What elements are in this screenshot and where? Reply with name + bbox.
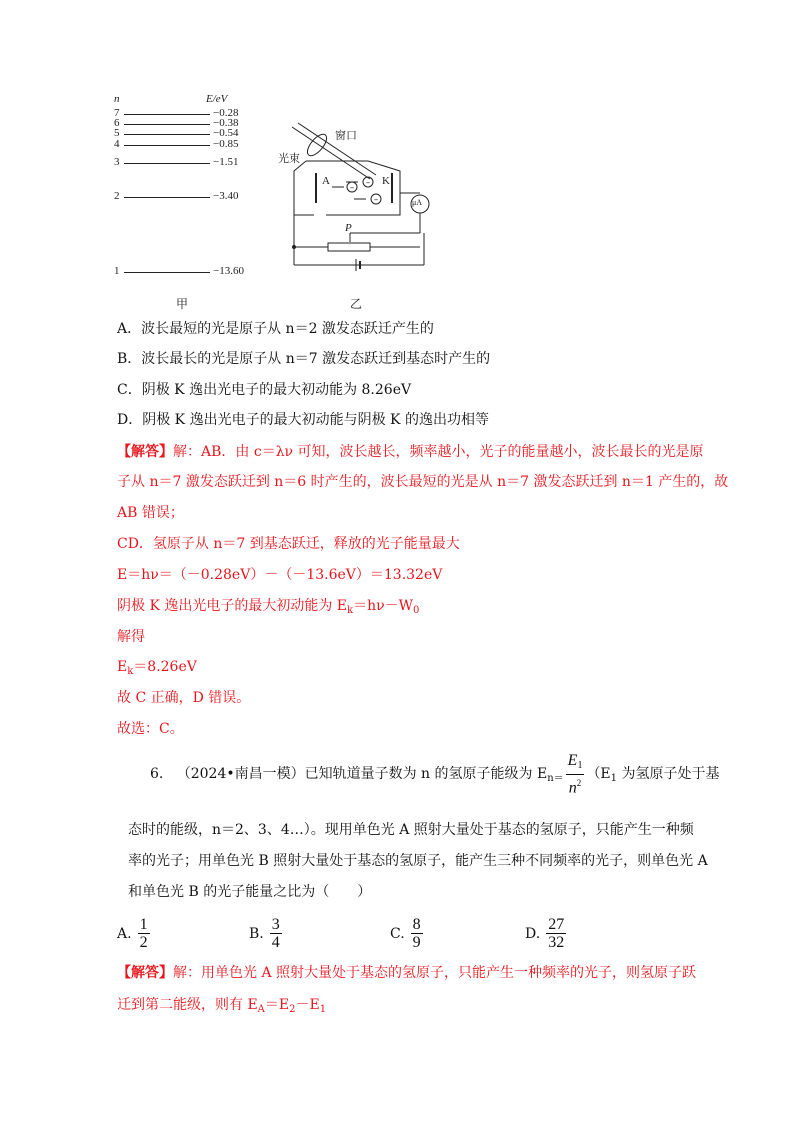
q5-ek-mid: ＝hν－W bbox=[353, 598, 414, 614]
electron-symbol-3: − bbox=[373, 196, 379, 204]
n-header: n bbox=[114, 93, 120, 105]
e-header: E/eV bbox=[206, 93, 228, 105]
q6-option-b bbox=[249, 916, 284, 951]
electron-symbol-1: − bbox=[365, 179, 371, 187]
q6-stem-2sub: 1 bbox=[610, 773, 618, 785]
q6-option-c bbox=[390, 916, 425, 951]
q6-answer-text-1: 解：用单色光 A 照射大量处于基态的氢原子，只能产生一种频率的光子，则氢原子跃 bbox=[173, 965, 697, 981]
level-n-2: 2 bbox=[114, 190, 120, 202]
q6-number: 6. bbox=[150, 766, 164, 783]
q6-frac-num-sub: 1 bbox=[577, 760, 583, 771]
figure-caption-yi: 乙 bbox=[350, 297, 363, 311]
q5-ek2-sub: k bbox=[127, 666, 134, 677]
q6-stem-eq: ＝ bbox=[553, 773, 564, 785]
phototube-left-wall bbox=[294, 161, 314, 215]
cathode-label: K bbox=[382, 175, 390, 187]
q6-stem-line-1 bbox=[150, 752, 720, 797]
phototube-right-wall bbox=[326, 161, 400, 215]
anode-label: A bbox=[322, 175, 330, 187]
q6-stem-text-1: （2024•南昌一模）已知轨道量子数为 n 的氢原子能级为 E bbox=[176, 766, 548, 783]
q6-option-b-den: 4 bbox=[271, 934, 280, 951]
q5-answer-line-4: CD．氢原子从 n＝7 到基态跃迁，释放的光子能量最大 bbox=[117, 536, 460, 552]
q6-answer-mid2: －E bbox=[295, 997, 320, 1013]
level-n-6: 6 bbox=[114, 117, 120, 129]
electron-symbol-2: − bbox=[349, 184, 355, 192]
q6-option-d-num: 27 bbox=[548, 916, 565, 933]
window-label: 窗口 bbox=[335, 130, 357, 142]
figure-photoelectric-circuit bbox=[270, 115, 440, 315]
level-n-3: 3 bbox=[114, 156, 120, 168]
q5-conclusion: 故 C 正确，D 错误。 bbox=[117, 690, 251, 706]
q6-stem-sub-n: n bbox=[547, 773, 554, 785]
q6-option-d-label: D. bbox=[525, 925, 541, 942]
q6-option-c-num: 8 bbox=[412, 916, 421, 933]
q5-option-a: A．波长最短的光是原子从 n＝2 激发态跃迁产生的 bbox=[117, 321, 434, 337]
meter-label: μA bbox=[412, 198, 423, 207]
q6-stem-2a: （E bbox=[586, 766, 611, 783]
figure-energy-levels bbox=[110, 90, 260, 315]
q6-answer-sub-a: A bbox=[257, 1004, 265, 1015]
q6-option-b-num: 3 bbox=[271, 916, 280, 933]
junction-dot bbox=[292, 245, 296, 249]
q5-answer-line-2: 子从 n＝7 激发态跃迁到 n＝6 时产生的，波长最短的光是从 n＝7 激发态跃迁到 n＝1 产生的，故 bbox=[117, 474, 729, 490]
q5-ek-prefix: 阴极 K 逸出光电子的最大初动能为 E bbox=[117, 598, 348, 614]
q5-option-c: C．阴极 K 逸出光电子的最大初动能为 8.26eV bbox=[117, 382, 412, 398]
q5-ek2-value: ＝8.26eV bbox=[133, 659, 197, 675]
q6-option-d bbox=[525, 916, 568, 951]
q6-frac-den-sup: 2 bbox=[576, 778, 582, 788]
level-e-7: −0.28 bbox=[213, 107, 239, 119]
q6-answer-line-1 bbox=[117, 963, 696, 983]
q5-solve: 解得 bbox=[117, 629, 145, 645]
q5-answer-text-1: 解：AB．由 c＝λν 可知，波长越长，频率越小，光子的能量越小，波长最长的光是原 bbox=[173, 444, 704, 460]
q6-option-c-den: 9 bbox=[412, 934, 421, 951]
q6-option-a-den: 2 bbox=[139, 934, 148, 951]
q6-answer-mid: ＝E bbox=[264, 997, 290, 1013]
level-e-5: −0.54 bbox=[213, 127, 239, 139]
q5-answer-line-8 bbox=[117, 657, 197, 682]
q5-answer-tag: 【解答】 bbox=[117, 444, 173, 460]
q6-stem-line-3: 率的光子；用单色光 B 照射大量处于基态的氢原子，能产生三种不同频率的光子，则单色光 A bbox=[128, 853, 708, 869]
q6-stem-line-2: 态时的能级，n＝2、3、4…）。现用单色光 A 照射大量处于基态的氢原子，只能产生一种频 bbox=[128, 822, 694, 838]
level-e-2: −3.40 bbox=[213, 190, 239, 202]
q5-answer-line-6 bbox=[117, 596, 419, 621]
q6-option-d-den: 32 bbox=[548, 934, 565, 951]
q6-answer-prefix: 迁到第二能级，则有 E bbox=[117, 997, 258, 1013]
q5-answer-line-3: AB 错误； bbox=[117, 505, 184, 521]
q6-option-b-label: B. bbox=[249, 925, 264, 942]
q5-option-d: D．阴极 K 逸出光电子的最大初动能与阴极 K 的逸出功相等 bbox=[117, 412, 489, 428]
q5-ek-sub: k bbox=[347, 605, 354, 616]
q6-frac-den: n bbox=[568, 779, 577, 797]
q6-answer-sub-2: 2 bbox=[289, 1004, 296, 1015]
q5-ek-sub0: 0 bbox=[413, 605, 420, 616]
rheostat bbox=[328, 243, 370, 251]
q5-answer-line-1 bbox=[117, 442, 704, 462]
q5-answer-line-5: E＝hν＝（－0.28eV）－（－13.6eV）＝13.32eV bbox=[117, 567, 443, 583]
level-n-5: 5 bbox=[114, 127, 120, 139]
q6-answer-tag: 【解答】 bbox=[117, 965, 173, 981]
level-e-4: −0.85 bbox=[213, 138, 239, 150]
figure-caption-jia: 甲 bbox=[176, 297, 189, 311]
q6-answer-sub-1: 1 bbox=[319, 1004, 327, 1015]
q5-option-b: B．波长最长的光是原子从 n＝7 激发态跃迁到基态时产生的 bbox=[117, 351, 491, 367]
q6-stem-2b: 为氢原子处于基 bbox=[617, 766, 720, 783]
q6-option-a-label: A. bbox=[117, 925, 132, 942]
level-e-3: −1.51 bbox=[213, 156, 239, 168]
q6-option-c-label: C. bbox=[390, 925, 405, 942]
level-n-4: 4 bbox=[114, 138, 120, 150]
q5-choice: 故选：C。 bbox=[117, 721, 184, 737]
q5-ek2-prefix: E bbox=[117, 659, 128, 675]
level-n-7: 7 bbox=[114, 107, 120, 119]
q6-answer-line-2 bbox=[117, 995, 326, 1020]
q6-stem-line-4: 和单色光 B 的光子能量之比为（ ） bbox=[128, 884, 372, 900]
q6-stem-fraction bbox=[566, 752, 585, 796]
circuit-diagram bbox=[270, 115, 440, 315]
slider-label: P bbox=[345, 222, 352, 234]
q6-frac-num: E bbox=[567, 752, 578, 769]
level-e-6: −0.38 bbox=[213, 117, 239, 129]
level-n-1: 1 bbox=[114, 265, 120, 277]
beam-label: 光束 bbox=[278, 153, 300, 165]
q6-option-a-num: 1 bbox=[139, 916, 148, 933]
q6-option-a bbox=[117, 916, 152, 951]
light-beam-1 bbox=[292, 127, 370, 179]
level-e-1: −13.60 bbox=[213, 265, 244, 277]
